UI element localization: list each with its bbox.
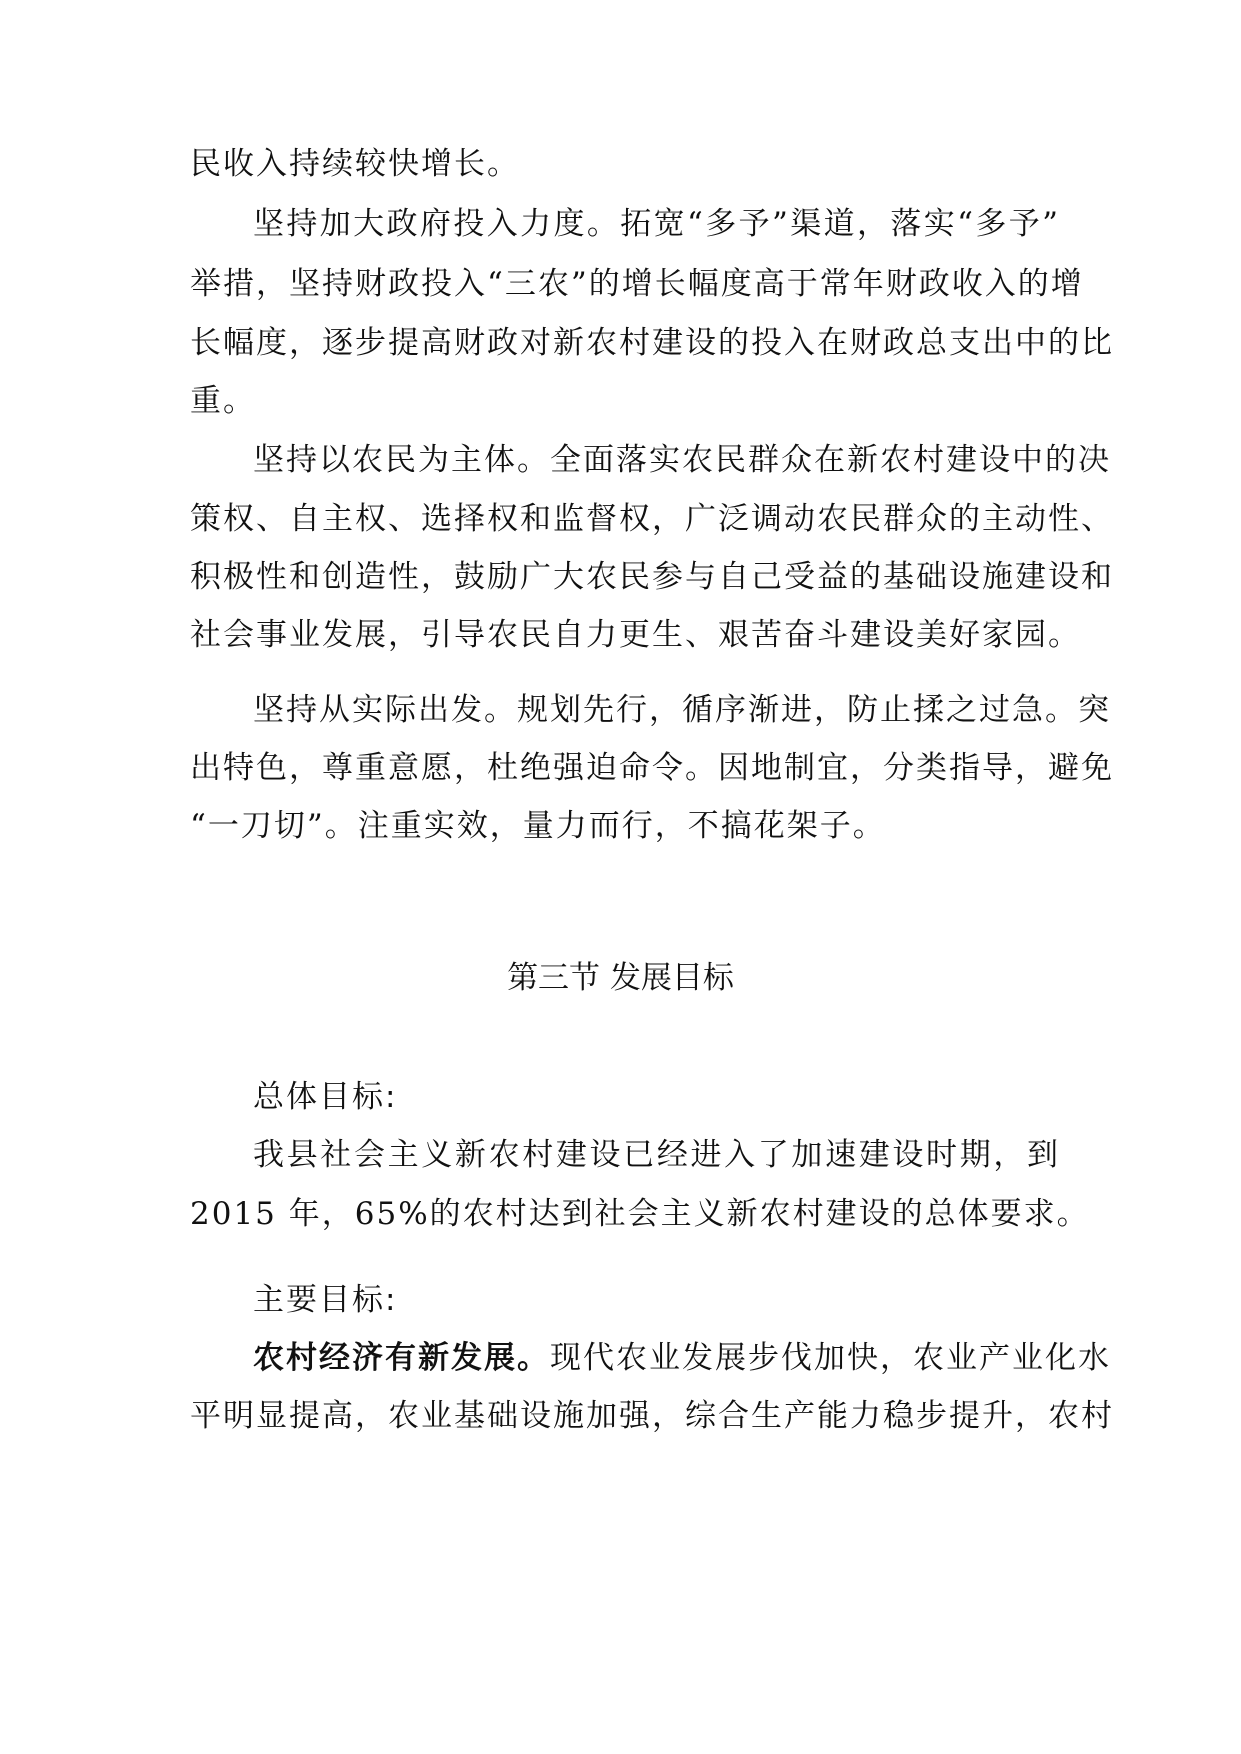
paragraph-line bbox=[253, 1338, 1111, 1378]
paragraph-line: 我县社会主义新农村建设已经进入了加速建设时期，到 bbox=[253, 1137, 1060, 1173]
paragraph-line: 2015 年，65%的农村达到社会主义新农村建设的总体要求。 bbox=[190, 1196, 1090, 1232]
paragraph-text: 现代农业发展步伐加快，农业产业化水 bbox=[550, 1340, 1111, 1376]
paragraph-line: 平明显提高，农业基础设施加强，综合生产能力稳步提升，农村 bbox=[190, 1398, 1114, 1434]
paragraph-line: 坚持加大政府投入力度。拓宽“多予”渠道，落实“多予” bbox=[253, 206, 1060, 242]
paragraph-line: 社会事业发展，引导农民自力更生、艰苦奋斗建设美好家园。 bbox=[190, 617, 1081, 653]
paragraph-line: 出特色，尊重意愿，杜绝强迫命令。因地制宜，分类指导，避免 bbox=[190, 750, 1114, 786]
overall-goal-label: 总体目标: bbox=[253, 1079, 398, 1115]
paragraph-line: 策权、自主权、选择权和监督权，广泛调动农民群众的主动性、 bbox=[190, 501, 1114, 537]
section-heading: 第三节 发展目标 bbox=[507, 960, 734, 996]
paragraph-line: 积极性和创造性，鼓励广大农民参与自己受益的基础设施建设和 bbox=[190, 559, 1114, 595]
paragraph-line: “一刀切”。注重实效，量力而行，不搞花架子。 bbox=[190, 808, 886, 844]
main-goal-label: 主要目标: bbox=[253, 1282, 398, 1318]
paragraph-line: 重。 bbox=[190, 383, 256, 419]
paragraph-line: 坚持从实际出发。规划先行，循序渐进，防止揉之过急。突 bbox=[253, 692, 1111, 728]
paragraph-line: 民收入持续较快增长。 bbox=[190, 146, 520, 182]
paragraph-line: 坚持以农民为主体。全面落实农民群众在新农村建设中的决 bbox=[253, 442, 1111, 478]
paragraph-line: 长幅度，逐步提高财政对新农村建设的投入在财政总支出中的比 bbox=[190, 325, 1114, 361]
paragraph-line: 举措，坚持财政投入“三农”的增长幅度高于常年财政收入的增 bbox=[190, 266, 1084, 302]
bold-lead-text: 农村经济有新发展。 bbox=[253, 1340, 550, 1376]
